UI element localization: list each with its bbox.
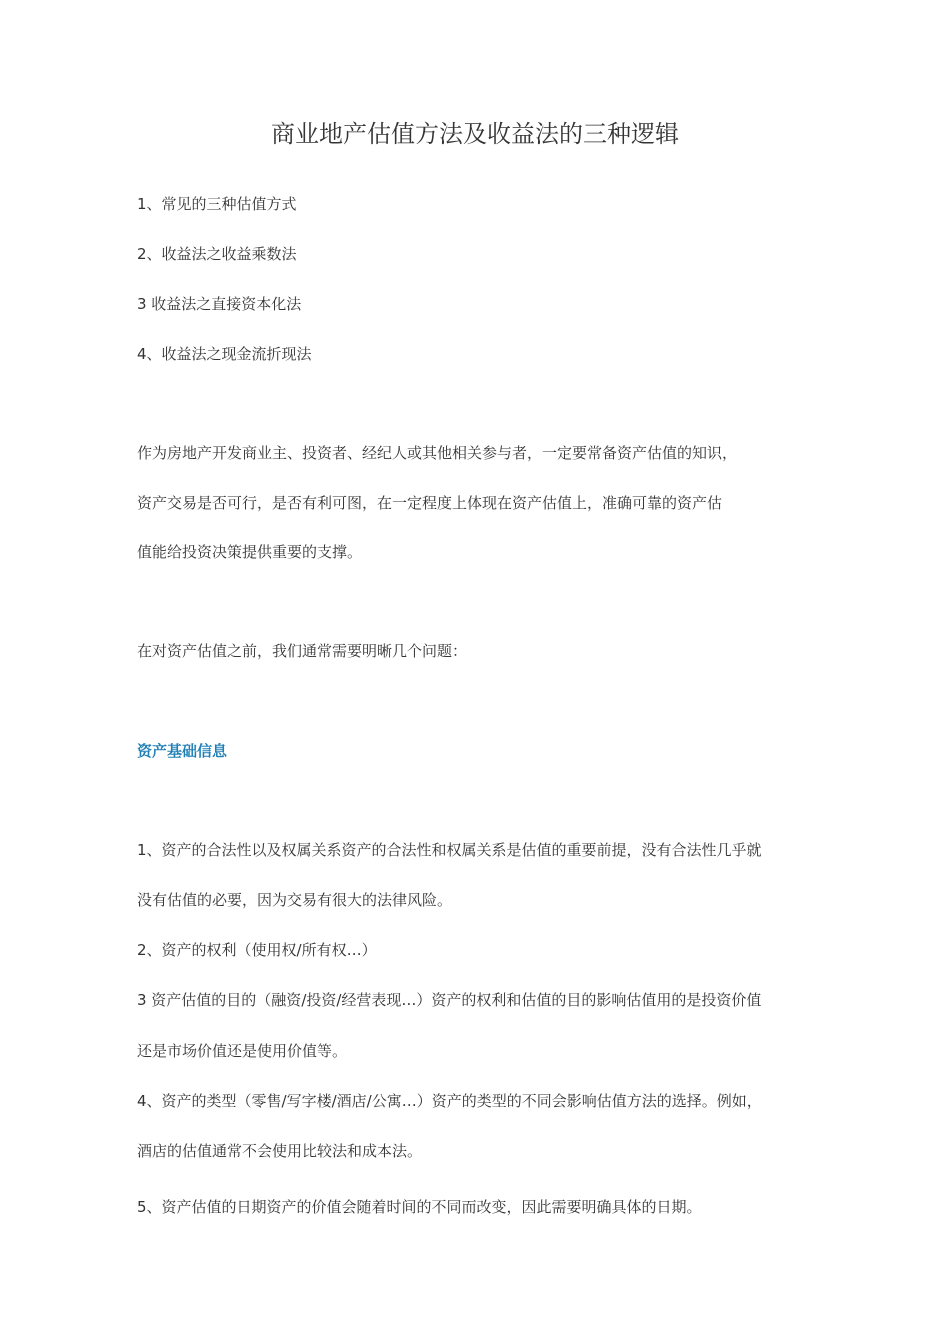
question-intro: 在对资产估值之前，我们通常需要明晰几个问题： bbox=[137, 642, 468, 660]
intro-line-1: 作为房地产开发商业主、投资者、经纪人或其他相关参与者，一定要常备资产估值的知识， bbox=[137, 444, 738, 462]
item-line-4: 3 资产估值的目的（融资/投资/经营表现…）资产的权利和估值的目的影响估值用的是投资价值 bbox=[137, 991, 762, 1009]
item-line-6: 4、资产的类型（零售/写字楼/酒店/公寓…）资产的类型的不同会影响估值方法的选择。例如， bbox=[137, 1092, 762, 1110]
toc-item-2: 2、收益法之收益乘数法 bbox=[137, 245, 297, 263]
item-line-7: 酒店的估值通常不会使用比较法和成本法。 bbox=[137, 1142, 423, 1160]
intro-line-2: 资产交易是否可行，是否有利可图，在一定程度上体现在资产估值上，准确可靠的资产估 bbox=[137, 494, 723, 512]
item-line-8: 5、资产估值的日期资产的价值会随着时间的不同而改变，因此需要明确具体的日期。 bbox=[137, 1198, 702, 1216]
document-title: 商业地产估值方法及收益法的三种逻辑 bbox=[271, 120, 679, 148]
section-heading: 资产基础信息 bbox=[137, 742, 228, 760]
item-line-2: 没有估值的必要，因为交易有很大的法律风险。 bbox=[137, 891, 453, 909]
toc-item-1: 1、常见的三种估值方式 bbox=[137, 195, 297, 213]
item-line-1: 1、资产的合法性以及权属关系资产的合法性和权属关系是估值的重要前提，没有合法性几乎就 bbox=[137, 841, 762, 859]
item-line-3: 2、资产的权利（使用权/所有权…） bbox=[137, 941, 377, 959]
intro-line-3: 值能给投资决策提供重要的支撑。 bbox=[137, 543, 363, 561]
toc-item-4: 4、收益法之现金流折现法 bbox=[137, 345, 312, 363]
toc-item-3: 3 收益法之直接资本化法 bbox=[137, 295, 302, 313]
item-line-5: 还是市场价值还是使用价值等。 bbox=[137, 1042, 348, 1060]
